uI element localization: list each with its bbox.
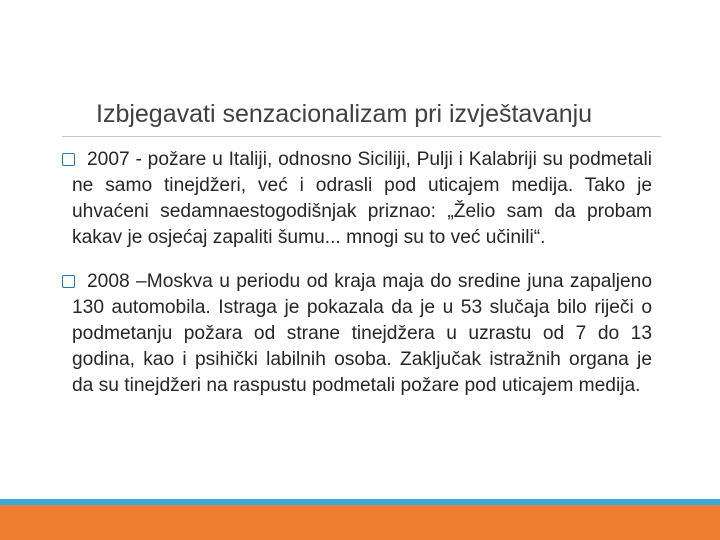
bullet-item (62, 269, 652, 399)
checkbox-bullet-icon (62, 153, 75, 166)
bullet-item (62, 147, 652, 251)
footer-bar (0, 505, 720, 540)
bullet-text: 2008 –Moskva u periodu od kraja maja do sredine juna zapaljeno 130 automobila. Istraga je pokazala da je u 53 slučaja bilo riječi o podmetanju požara od strane tinejdžera u uzrastu od 7 do 13 godina, kao i psihički labilnih osoba. Zaključak istražnih organa je da su tinejdžeri na raspustu podmetali požare pod uticajem medija. (72, 271, 652, 396)
slide-title: Izbjegavati senzacionalizam pri izvještavanju (96, 100, 593, 128)
slide-body (62, 147, 652, 399)
title-divider (62, 136, 661, 137)
checkbox-bullet-icon (62, 275, 75, 288)
bullet-text: 2007 - požare u Italiji, odnosno Siciliji, Pulji i Kalabriji su podmetali ne samo tinejdžeri, već i odrasli pod uticajem medija. Tako je uhvaćeni sedamnaestogodišnjak priznao: „Želio sam da probam kakav je osjećaj zapaliti šumu... mnogi su to već učinili“. (72, 149, 652, 248)
